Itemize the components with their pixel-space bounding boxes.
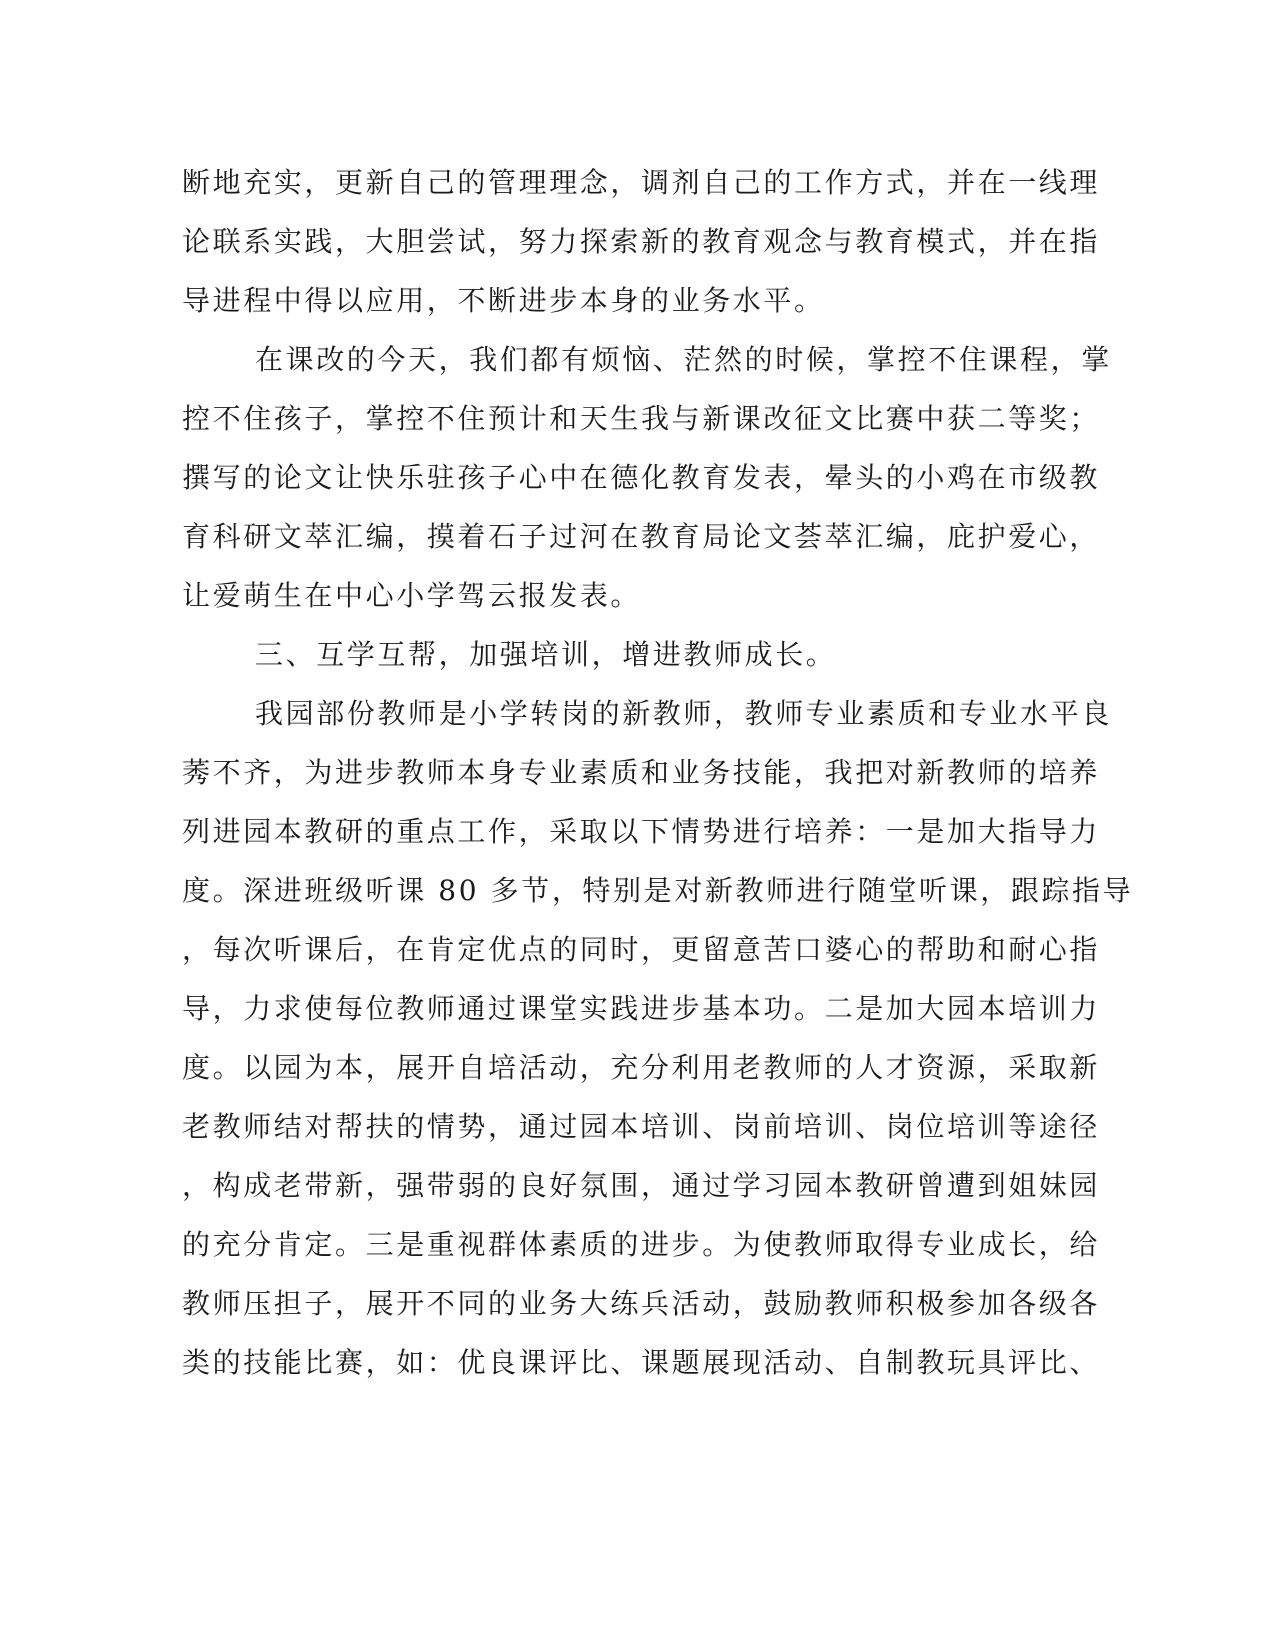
section-heading: 三、互学互帮，加强培训，增进教师成长。 <box>255 638 837 671</box>
text-line: 育科研文萃汇编，摸着石子过河在教育局论文荟萃汇编，庇护爱心， <box>182 520 1101 553</box>
text-line: 论联系实践，大胆尝试，努力探索新的教育观念与教育模式，并在指 <box>182 225 1101 258</box>
text-line: 控不住孩子，掌控不住预计和天生我与新课改征文比赛中获二等奖； <box>182 402 1101 435</box>
text-line: 列进园本教研的重点工作，采取以下情势进行培养：一是加大指导力 <box>182 815 1101 848</box>
text-line: 断地充实，更新自己的管理理念，调剂自己的工作方式，并在一线理 <box>182 166 1101 199</box>
text-line: 莠不齐，为进步教师本身专业素质和业务技能，我把对新教师的培养 <box>182 756 1101 789</box>
text-line: 撰写的论文让快乐驻孩子心中在德化教育发表，晕头的小鸡在市级教 <box>182 461 1101 494</box>
paragraph-start-line: 我园部份教师是小学转岗的新教师，教师专业素质和专业水平良 <box>255 697 1112 730</box>
text-line: ，每次听课后，在肯定优点的同时，更留意苦口婆心的帮助和耐心指 <box>182 933 1101 966</box>
paragraph-start-line: 在课改的今天，我们都有烦恼、茫然的时候，掌控不住课程，掌 <box>255 343 1112 376</box>
text-line: 让爱萌生在中心小学驾云报发表。 <box>182 579 642 612</box>
text-line: 导进程中得以应用，不断进步本身的业务水平。 <box>182 284 825 317</box>
text-line: 类的技能比赛，如：优良课评比、课题展现活动、自制教玩具评比、 <box>182 1346 1101 1379</box>
text-line: 度。以园为本，展开自培活动，充分利用老教师的人才资源，采取新 <box>182 1051 1101 1084</box>
text-line: 的充分肯定。三是重视群体素质的进步。为使教师取得专业成长，给 <box>182 1228 1101 1261</box>
text-line: 度。深进班级听课 80 多节，特别是对新教师进行随堂听课，跟踪指导 <box>182 874 1134 907</box>
text-line: ，构成老带新，强带弱的良好氛围，通过学习园本教研曾遭到姐妹园 <box>182 1169 1101 1202</box>
document-page <box>182 153 1134 1392</box>
text-line: 教师压担子，展开不同的业务大练兵活动，鼓励教师积极参加各级各 <box>182 1287 1101 1320</box>
text-line: 老教师结对帮扶的情势，通过园本培训、岗前培训、岗位培训等途径 <box>182 1110 1101 1143</box>
text-line: 导，力求使每位教师通过课堂实践进步基本功。二是加大园本培训力 <box>182 992 1101 1025</box>
